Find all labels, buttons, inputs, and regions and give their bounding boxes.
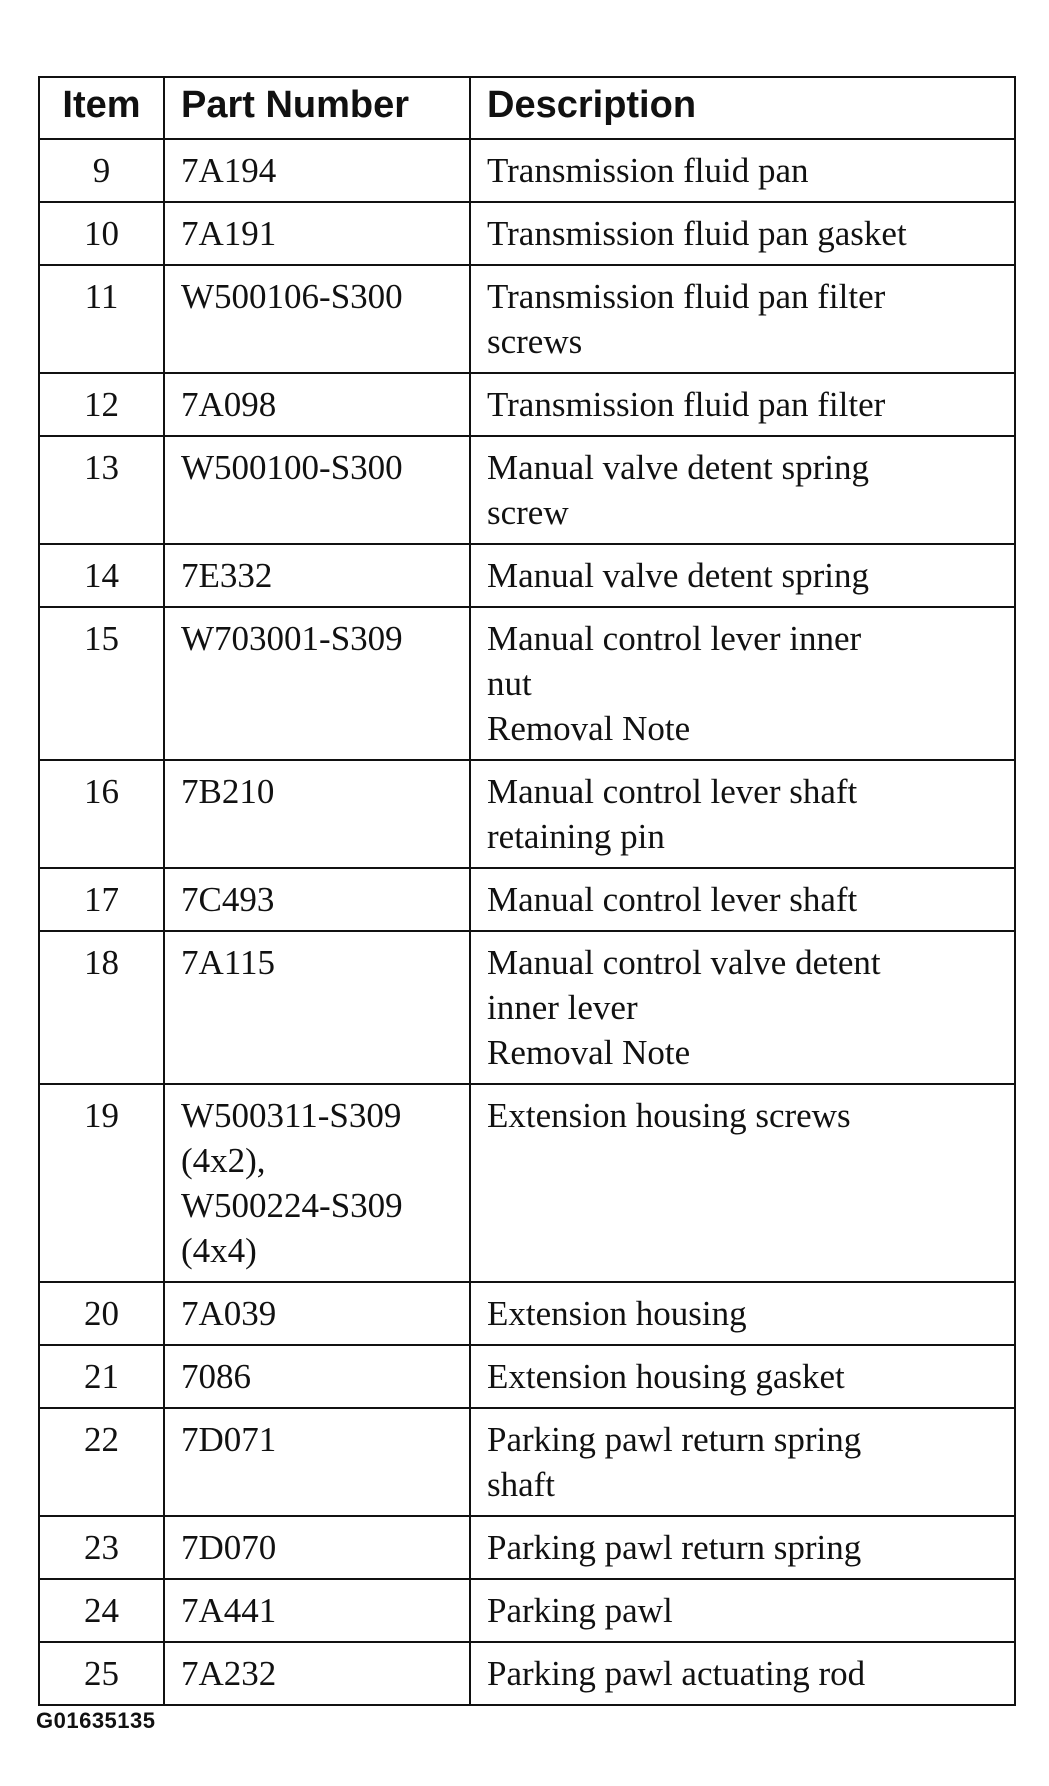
item-number: 12 bbox=[39, 373, 164, 436]
table-row bbox=[39, 1516, 1015, 1579]
description-cell bbox=[470, 265, 1015, 373]
part-number: W500106-S300 bbox=[181, 277, 403, 316]
part-number: 7D071 bbox=[181, 1420, 277, 1459]
table-row bbox=[39, 1579, 1015, 1642]
item-number: 17 bbox=[39, 868, 164, 931]
item-number: 15 bbox=[39, 607, 164, 760]
description-cell bbox=[470, 1084, 1015, 1282]
description-cell bbox=[470, 202, 1015, 265]
part-number: 7A115 bbox=[181, 943, 275, 982]
item-number: 20 bbox=[39, 1282, 164, 1345]
item-number: 11 bbox=[39, 265, 164, 373]
table-row bbox=[39, 931, 1015, 1084]
table-row bbox=[39, 1282, 1015, 1345]
item-number: 9 bbox=[39, 139, 164, 202]
description-line: Transmission fluid pan gasket bbox=[487, 214, 907, 253]
part-number-cell bbox=[164, 1408, 470, 1516]
part-number: 7B210 bbox=[181, 772, 275, 811]
item-number: 13 bbox=[39, 436, 164, 544]
table-body bbox=[39, 139, 1015, 1705]
header-description: Description bbox=[470, 77, 1015, 139]
part-number-cell bbox=[164, 760, 470, 868]
table-row bbox=[39, 868, 1015, 931]
description-cell bbox=[470, 607, 1015, 760]
description-line: Manual control lever inner bbox=[487, 619, 862, 658]
part-number-cell bbox=[164, 1579, 470, 1642]
description-cell bbox=[470, 760, 1015, 868]
table-row bbox=[39, 1642, 1015, 1705]
part-number: W703001-S309 bbox=[181, 619, 403, 658]
figure-code: G01635135 bbox=[36, 1708, 156, 1733]
part-number-cell bbox=[164, 1084, 470, 1282]
description-cell bbox=[470, 1642, 1015, 1705]
table-row bbox=[39, 139, 1015, 202]
item-number: 19 bbox=[39, 1084, 164, 1282]
part-number: W500311-S309 bbox=[181, 1096, 402, 1135]
description-line: retaining pin bbox=[487, 817, 665, 856]
description-cell bbox=[470, 373, 1015, 436]
table-row bbox=[39, 202, 1015, 265]
description-cell bbox=[470, 139, 1015, 202]
part-number: 7A191 bbox=[181, 214, 277, 253]
description-cell bbox=[470, 436, 1015, 544]
part-number-cell bbox=[164, 373, 470, 436]
item-number: 25 bbox=[39, 1642, 164, 1705]
part-number-cell bbox=[164, 265, 470, 373]
item-number: 14 bbox=[39, 544, 164, 607]
part-number-cell bbox=[164, 1282, 470, 1345]
description-line: screw bbox=[487, 493, 569, 532]
description-cell bbox=[470, 1282, 1015, 1345]
description-line: Parking pawl bbox=[487, 1591, 673, 1630]
part-number: (4x4) bbox=[181, 1231, 257, 1270]
table-row bbox=[39, 265, 1015, 373]
part-number-cell bbox=[164, 544, 470, 607]
description-line: Manual control lever shaft bbox=[487, 772, 858, 811]
part-number-cell bbox=[164, 1642, 470, 1705]
description-line: screws bbox=[487, 322, 583, 361]
item-number: 24 bbox=[39, 1579, 164, 1642]
description-cell bbox=[470, 1345, 1015, 1408]
header-part-number: Part Number bbox=[164, 77, 470, 139]
part-number: W500224-S309 bbox=[181, 1186, 403, 1225]
description-cell bbox=[470, 1408, 1015, 1516]
part-number-cell bbox=[164, 1345, 470, 1408]
description-line: Manual valve detent spring bbox=[487, 448, 869, 487]
parts-table bbox=[38, 76, 1016, 1706]
part-number: 7086 bbox=[181, 1357, 251, 1396]
description-line: Extension housing bbox=[487, 1294, 747, 1333]
part-number-cell bbox=[164, 607, 470, 760]
header-item: Item bbox=[39, 77, 164, 139]
table-row bbox=[39, 1408, 1015, 1516]
description-line: Parking pawl return spring bbox=[487, 1528, 862, 1567]
description-line: nut bbox=[487, 664, 532, 703]
part-number: 7D070 bbox=[181, 1528, 277, 1567]
description-line: Manual control valve detent bbox=[487, 943, 881, 982]
part-number-cell bbox=[164, 868, 470, 931]
table-row bbox=[39, 373, 1015, 436]
description-line: Extension housing screws bbox=[487, 1096, 851, 1135]
description-line: Removal Note bbox=[487, 1033, 691, 1072]
description-cell bbox=[470, 931, 1015, 1084]
part-number-cell bbox=[164, 436, 470, 544]
description-line: Manual valve detent spring bbox=[487, 556, 869, 595]
table-row bbox=[39, 544, 1015, 607]
description-line: Transmission fluid pan filter bbox=[487, 385, 886, 424]
table-row bbox=[39, 1345, 1015, 1408]
description-cell bbox=[470, 544, 1015, 607]
item-number: 22 bbox=[39, 1408, 164, 1516]
part-number: 7C493 bbox=[181, 880, 275, 919]
item-number: 21 bbox=[39, 1345, 164, 1408]
part-number: 7A232 bbox=[181, 1654, 277, 1693]
table-row bbox=[39, 760, 1015, 868]
description-cell bbox=[470, 868, 1015, 931]
table-row bbox=[39, 436, 1015, 544]
description-line: Extension housing gasket bbox=[487, 1357, 845, 1396]
description-line: Removal Note bbox=[487, 709, 691, 748]
part-number: 7A039 bbox=[181, 1294, 277, 1333]
part-number: (4x2), bbox=[181, 1141, 266, 1180]
part-number-cell bbox=[164, 202, 470, 265]
item-number: 18 bbox=[39, 931, 164, 1084]
description-line: Parking pawl actuating rod bbox=[487, 1654, 866, 1693]
description-line: Manual control lever shaft bbox=[487, 880, 858, 919]
table-row bbox=[39, 607, 1015, 760]
part-number: W500100-S300 bbox=[181, 448, 403, 487]
table-row bbox=[39, 1084, 1015, 1282]
part-number-cell bbox=[164, 931, 470, 1084]
description-line: shaft bbox=[487, 1465, 556, 1504]
part-number: 7E332 bbox=[181, 556, 273, 595]
part-number: 7A194 bbox=[181, 151, 277, 190]
part-number-cell bbox=[164, 139, 470, 202]
description-line: Transmission fluid pan filter bbox=[487, 277, 886, 316]
part-number: 7A441 bbox=[181, 1591, 277, 1630]
description-cell bbox=[470, 1516, 1015, 1579]
description-line: Transmission fluid pan bbox=[487, 151, 809, 190]
table-header-row bbox=[39, 77, 1015, 139]
part-number: 7A098 bbox=[181, 385, 277, 424]
part-number-cell bbox=[164, 1516, 470, 1579]
item-number: 23 bbox=[39, 1516, 164, 1579]
item-number: 16 bbox=[39, 760, 164, 868]
description-line: Parking pawl return spring bbox=[487, 1420, 862, 1459]
description-cell bbox=[470, 1579, 1015, 1642]
description-line: inner lever bbox=[487, 988, 638, 1027]
item-number: 10 bbox=[39, 202, 164, 265]
